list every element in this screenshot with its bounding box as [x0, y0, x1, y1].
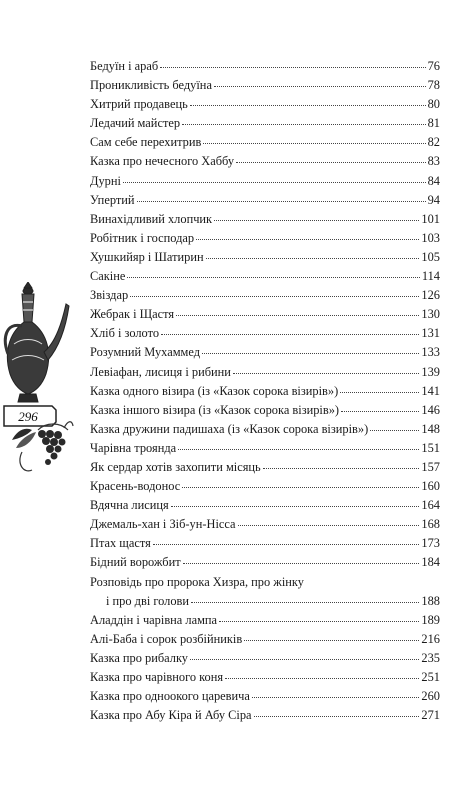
dot-leader [190, 93, 426, 106]
toc-entry-title: Птах щастя [90, 536, 151, 551]
dot-leader [183, 551, 420, 564]
toc-entry-title: Казка про рибалку [90, 650, 189, 665]
toc-entry [90, 706, 440, 725]
ewer-with-grapes-icon [2, 282, 74, 492]
toc-entry-page: 271 [421, 708, 440, 723]
toc-entry-title: Казка про Абу Кіра й Абу Сіра [90, 708, 252, 723]
toc-entry-title: Алі-Баба і сорок розбійників [90, 631, 243, 646]
toc-entry-title: Бідний ворожбит [90, 555, 181, 570]
toc-entry-title: Красень-водонос [90, 479, 181, 494]
dot-leader [225, 666, 419, 679]
dot-leader [190, 647, 419, 660]
dot-leader [206, 246, 420, 259]
toc-entry-page: 160 [421, 479, 440, 494]
dot-leader [236, 150, 426, 163]
toc-entry-page: 148 [421, 421, 440, 436]
toc-entry-title: і про дві голови [106, 593, 190, 608]
toc-entry-title: Джемаль-хан і Зіб-ун-Нісса [90, 517, 236, 532]
toc-entry-title: Казка про чарівного коня [90, 670, 224, 684]
dot-leader [171, 494, 420, 507]
toc-entry-page: 84 [427, 173, 440, 188]
toc-entry-title: Хліб і золото [90, 326, 160, 341]
dot-leader [244, 628, 419, 641]
toc-entry-title: Ледачий майстер [90, 116, 181, 131]
page-number: 296 [18, 409, 38, 424]
toc-entry-title: Казка одного візира (із «Казок сорока візирів») [90, 383, 339, 398]
toc-entry-title: Проникливість бедуїна [90, 78, 212, 93]
toc-entry-title: Бедуїн і араб [90, 59, 159, 73]
toc-entry-page: 164 [421, 498, 440, 513]
toc-entry-title: Хушкийяр і Шатирин [90, 249, 204, 264]
toc-entry-title: Сам себе перехитрив [90, 135, 202, 150]
toc-entry-title: Казка про одноокого царевича [90, 689, 250, 704]
toc-entry-title: Казка дружини падишаха (із «Казок сорока візирів») [90, 421, 369, 436]
dot-leader [182, 112, 426, 125]
dot-leader [160, 55, 425, 68]
toc-entry-page: 173 [421, 536, 440, 551]
dot-leader [233, 361, 420, 374]
dot-leader [191, 590, 419, 603]
toc-entry-title: Вдячна лисиця [90, 498, 169, 513]
toc-entry-page: 146 [421, 402, 440, 417]
toc-entry-page: 114 [421, 269, 440, 284]
dot-leader [219, 609, 419, 622]
toc-entry-page: 94 [427, 192, 440, 207]
toc-entry-title: Сакіне [90, 269, 126, 284]
toc-entry-title: Левіафан, лисиця і рибини [90, 364, 231, 379]
toc-entry-page: 133 [421, 345, 440, 360]
dot-leader [153, 532, 420, 545]
dot-leader [370, 418, 419, 431]
toc-entry-row [90, 553, 440, 572]
dot-leader [203, 131, 425, 144]
dot-leader [137, 189, 426, 202]
dot-leader [202, 341, 419, 354]
toc-entry-page: 131 [421, 326, 440, 341]
toc-entry-title: Розумний Мухаммед [90, 345, 201, 360]
toc-entry-page: 78 [427, 78, 440, 93]
table-of-contents [90, 57, 440, 725]
toc-entry-title: Хитрий продавець [90, 97, 188, 112]
dot-leader [123, 170, 426, 183]
toc-entry-page: 184 [421, 555, 440, 570]
toc-entry-page: 168 [421, 517, 440, 532]
toc-entry-page: 83 [427, 154, 440, 169]
toc-entry-title: Як сердар хотів захопити місяць [90, 459, 261, 474]
toc-entry [90, 553, 440, 572]
toc-entry-page: 189 [421, 612, 440, 627]
toc-entry-page: 141 [421, 383, 440, 398]
toc-entry-title: Казка про нечесного Хаббу [90, 154, 235, 169]
toc-entry-title: Дурні [90, 173, 121, 188]
toc-entry-title: Чарівна троянда [90, 440, 177, 455]
toc-entry-page: 76 [427, 59, 440, 73]
toc-entry-title: Звіздар [90, 288, 129, 303]
dot-leader [252, 685, 420, 698]
toc-entry-page: 103 [421, 230, 440, 245]
dot-leader [238, 513, 420, 526]
toc-entry-page: 157 [421, 459, 440, 474]
toc-entry-title: Робітник і господар [90, 230, 195, 245]
dot-leader [341, 399, 419, 412]
toc-entry-page: 151 [421, 440, 440, 455]
dot-leader [176, 303, 419, 316]
dot-leader [214, 74, 426, 87]
toc-entry-page: 130 [421, 307, 440, 322]
toc-entry-page: 251 [421, 670, 440, 684]
toc-entry-page: 216 [421, 631, 440, 646]
toc-entry-page: 105 [421, 249, 440, 264]
toc-entry-title: Упертий [90, 192, 135, 207]
toc-entry-title: Жебрак і Щастя [90, 307, 175, 322]
toc-entry [90, 573, 440, 611]
dot-leader [182, 475, 419, 488]
toc-entry-page: 101 [421, 211, 440, 226]
dot-leader [161, 322, 419, 335]
dot-leader [178, 437, 419, 450]
dot-leader [127, 265, 420, 278]
toc-entry-title: Казка іншого візира (із «Казок сорока візирів») [90, 402, 340, 417]
toc-entry-page: 188 [421, 593, 440, 608]
dot-leader [340, 380, 419, 393]
toc-entry-page: 139 [421, 364, 440, 379]
toc-entry-page: 260 [421, 689, 440, 704]
toc-entry-row [90, 706, 440, 725]
toc-entry-page: 235 [421, 650, 440, 665]
toc-entry-page: 126 [421, 288, 440, 303]
toc-entry-page: 81 [427, 116, 440, 131]
toc-entry-title: Розповідь про пророка Хизра, про жінку [90, 574, 304, 589]
dot-leader [196, 227, 419, 240]
toc-entry-title: Аладдін і чарівна лампа [90, 612, 218, 627]
toc-entry-title: Винахідливий хлопчик [90, 211, 213, 226]
dot-leader [130, 284, 419, 297]
dot-leader [263, 456, 420, 469]
dot-leader [214, 208, 419, 221]
toc-entry-page: 82 [427, 135, 440, 150]
toc-entry-page: 80 [427, 97, 440, 112]
dot-leader [254, 704, 420, 717]
